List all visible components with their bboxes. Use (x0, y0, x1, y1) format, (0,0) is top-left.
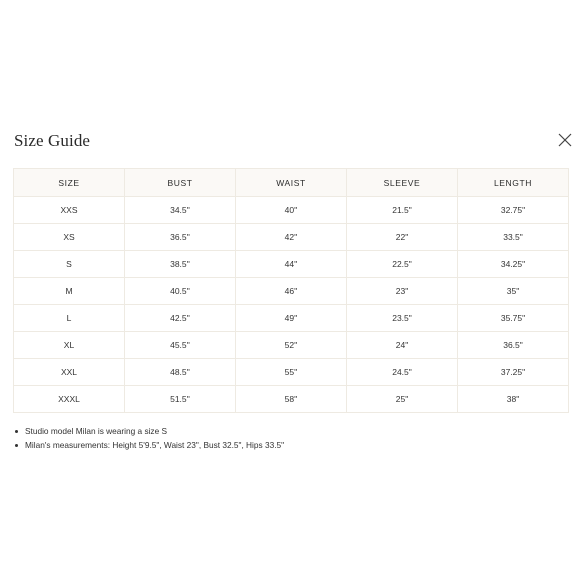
header-sleeve: SLEEVE (347, 169, 458, 197)
header-waist: WAIST (236, 169, 347, 197)
table-row (14, 224, 569, 251)
note-model-measurements: Milan's measurements: Height 5'9.5", Waist 23", Bust 32.5", Hips 33.5" (14, 438, 284, 452)
size-table-container (13, 168, 569, 413)
header-size: SIZE (14, 169, 125, 197)
cell-length: 38" (458, 386, 569, 413)
cell-length: 37.25" (458, 359, 569, 386)
cell-length: 35" (458, 278, 569, 305)
table-row (14, 197, 569, 224)
cell-sleeve: 21.5" (347, 197, 458, 224)
cell-waist: 44'' (236, 251, 347, 278)
cell-size: XXS (14, 197, 125, 224)
cell-waist: 49'' (236, 305, 347, 332)
cell-size: M (14, 278, 125, 305)
cell-length: 33.5" (458, 224, 569, 251)
cell-waist: 46'' (236, 278, 347, 305)
table-row (14, 332, 569, 359)
cell-sleeve: 22" (347, 224, 458, 251)
header-bust: BUST (125, 169, 236, 197)
cell-sleeve: 23.5" (347, 305, 458, 332)
cell-waist: 55'' (236, 359, 347, 386)
cell-size: S (14, 251, 125, 278)
cell-size: L (14, 305, 125, 332)
cell-sleeve: 24" (347, 332, 458, 359)
table-header-row (14, 169, 569, 197)
cell-size: XXL (14, 359, 125, 386)
close-button[interactable] (557, 132, 573, 148)
cell-sleeve: 25" (347, 386, 458, 413)
table-row (14, 278, 569, 305)
cell-bust: 34.5'' (125, 197, 236, 224)
cell-waist: 42'' (236, 224, 347, 251)
cell-length: 32.75" (458, 197, 569, 224)
table-row (14, 305, 569, 332)
cell-bust: 36.5'' (125, 224, 236, 251)
cell-bust: 51.5'' (125, 386, 236, 413)
cell-bust: 42.5'' (125, 305, 236, 332)
model-notes (14, 424, 284, 452)
cell-waist: 52'' (236, 332, 347, 359)
cell-length: 34.25" (458, 251, 569, 278)
cell-size: XXXL (14, 386, 125, 413)
table-row (14, 359, 569, 386)
cell-sleeve: 22.5" (347, 251, 458, 278)
cell-bust: 45.5'' (125, 332, 236, 359)
cell-bust: 48.5'' (125, 359, 236, 386)
cell-waist: 58'' (236, 386, 347, 413)
cell-length: 35.75" (458, 305, 569, 332)
table-row (14, 251, 569, 278)
cell-size: XL (14, 332, 125, 359)
table-row (14, 386, 569, 413)
size-table (13, 168, 569, 413)
cell-size: XS (14, 224, 125, 251)
cell-waist: 40'' (236, 197, 347, 224)
cell-sleeve: 23" (347, 278, 458, 305)
cell-sleeve: 24.5" (347, 359, 458, 386)
header-length: LENGTH (458, 169, 569, 197)
page-title: Size Guide (14, 131, 91, 150)
close-icon (557, 132, 573, 148)
cell-length: 36.5" (458, 332, 569, 359)
note-model-size: Studio model Milan is wearing a size S (14, 424, 284, 438)
cell-bust: 40.5'' (125, 278, 236, 305)
cell-bust: 38.5'' (125, 251, 236, 278)
